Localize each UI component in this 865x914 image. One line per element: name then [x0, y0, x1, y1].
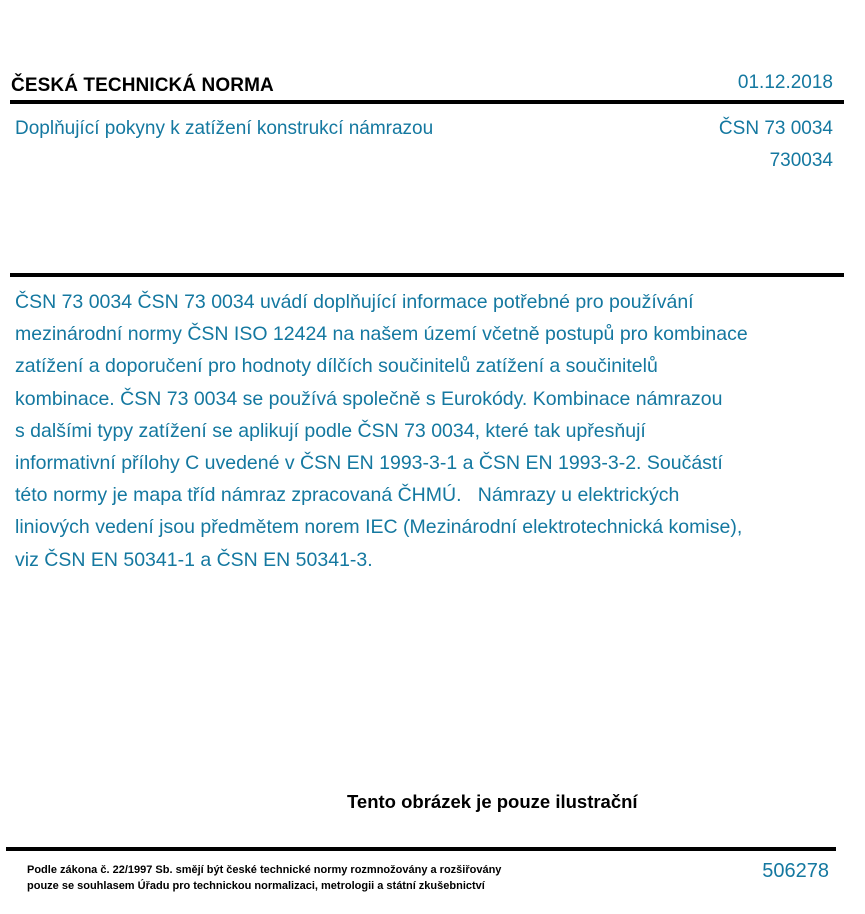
abstract-line: kombinace. ČSN 73 0034 se používá společně s Eurokódy. Kombinace námrazou [15, 387, 723, 410]
abstract-text [15, 286, 845, 576]
abstract-line: liniových vedení jsou předmětem norem IEC (Mezinárodní elektrotechnická komise), [15, 516, 743, 539]
abstract-line: zatížení a doporučení pro hodnoty dílčích součinitelů zatížení a součinitelů [15, 355, 658, 378]
top-divider [10, 100, 844, 104]
legal-notice-line-2: pouze se souhlasem Úřadu pro technickou normalizaci, metrologii a státní zkušebnictví [27, 880, 485, 892]
bottom-divider [6, 847, 836, 851]
abstract-line: ČSN 73 0034 ČSN 73 0034 uvádí doplňující informace potřebné pro používání [15, 291, 694, 313]
class-number: 730034 [769, 150, 833, 171]
standard-code: ČSN 73 0034 [718, 118, 833, 139]
abstract-line: s dalšími typy zatížení se aplikují podle ČSN 73 0034, které tak upřesňují [15, 419, 646, 442]
document-number: 506278 [762, 860, 829, 882]
publication-date: 01.12.2018 [737, 72, 833, 93]
illustration-note: Tento obrázek je pouze ilustrační [347, 791, 638, 812]
middle-divider [10, 273, 844, 277]
abstract-line: mezinárodní normy ČSN ISO 12424 na našem území včetně postupů pro kombinace [15, 323, 748, 346]
abstract-line: informativní přílohy C uvedené v ČSN EN 1993-3-1 a ČSN EN 1993-3-2. Součástí [15, 452, 723, 475]
document-title: Doplňující pokyny k zatížení konstrukcí námrazou [15, 118, 434, 139]
legal-notice-line-1: Podle zákona č. 22/1997 Sb. smějí být české technické normy rozmnožovány a rozšiřovány [27, 864, 502, 876]
abstract-line: této normy je mapa tříd námraz zpracovaná ČHMÚ. Námrazy u elektrických [15, 484, 680, 507]
abstract-line: viz ČSN EN 50341-1 a ČSN EN 50341-3. [15, 548, 373, 571]
legal-notice [27, 862, 501, 894]
standard-type-heading: ČESKÁ TECHNICKÁ NORMA [11, 75, 274, 96]
